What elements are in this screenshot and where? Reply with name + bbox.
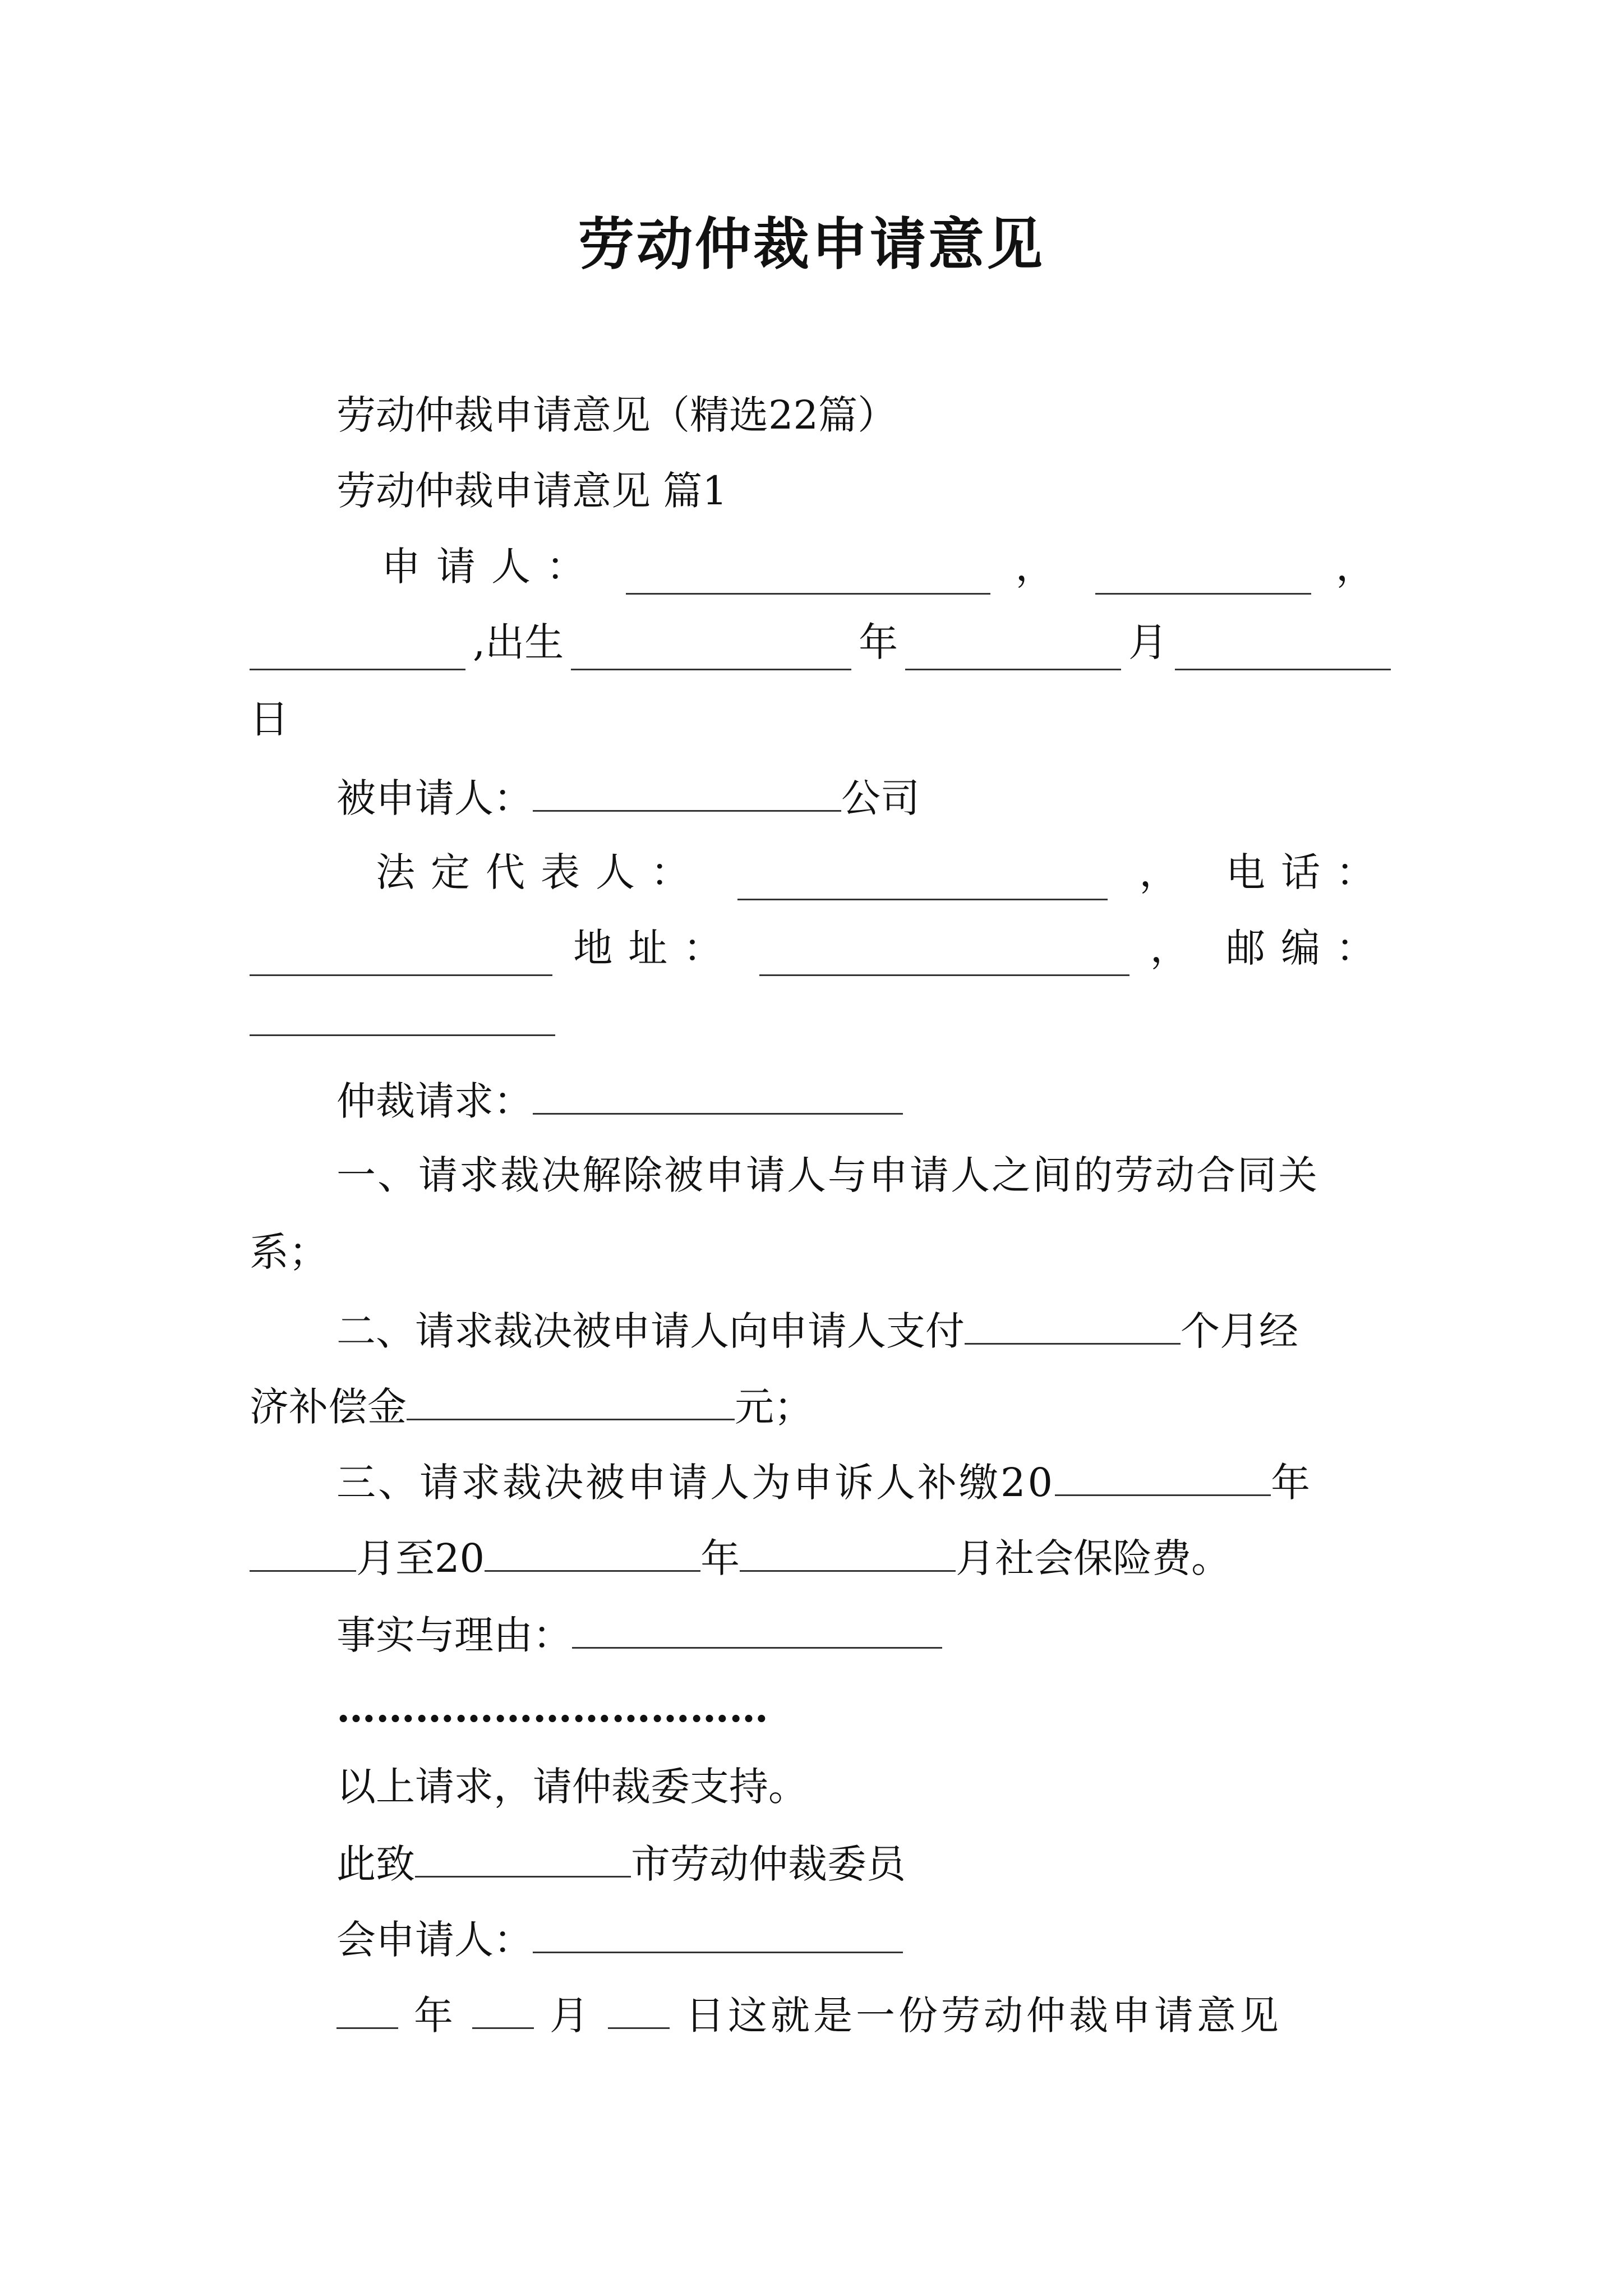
request-1-line-1: 一、请求裁决解除被申请人与申请人之间的劳动合同关	[336, 1152, 1319, 1198]
month-label: 月	[1128, 619, 1168, 665]
signer-blank	[533, 1910, 903, 1953]
applicant-blank-2	[1095, 551, 1311, 595]
address-blank	[759, 933, 1129, 976]
request-1-line-2: 系；	[250, 1229, 328, 1275]
sign-day-blank	[608, 1986, 670, 2029]
start-month-blank	[250, 1529, 356, 1572]
request-3-text-a: 三、请求裁决被申请人为申诉人补缴20	[336, 1460, 1055, 1506]
sign-month-blank	[472, 1986, 534, 2029]
year-label: 年	[1271, 1460, 1313, 1506]
signer-label: 会申请人：	[336, 1917, 533, 1963]
applicant-blank-3	[250, 627, 465, 670]
request-2-text-d: 元；	[735, 1384, 813, 1430]
address-label: 地址：	[573, 925, 739, 971]
arbitration-request-label: 仲裁请求：	[336, 1078, 533, 1124]
document-title: 劳动仲裁申请意见	[578, 211, 1045, 277]
birth-label: ,出生	[472, 619, 564, 665]
city-blank	[415, 1834, 631, 1878]
postcode-line	[250, 993, 1391, 1049]
ellipsis: ……………………………	[336, 1685, 768, 1731]
date-line	[336, 1986, 1391, 2042]
year-label: 年	[700, 1535, 740, 1581]
recipient-suffix: 市劳动仲裁委员	[631, 1841, 906, 1887]
months-blank	[965, 1301, 1181, 1345]
request-2-line-2	[250, 1377, 1391, 1433]
comma: ，	[1015, 544, 1071, 590]
request-2-text-b: 个月经	[1181, 1308, 1298, 1354]
final-text: 日这就是一份劳动仲裁申请意见	[685, 1993, 1282, 2039]
recipient-prefix: 此致	[336, 1841, 415, 1887]
day-label: 日	[250, 696, 289, 742]
request-2-text-c: 济补偿金	[250, 1384, 407, 1430]
facts-label: 事实与理由：	[336, 1612, 572, 1658]
postcode-label: 邮编：	[1226, 925, 1391, 971]
company-suffix: 公司	[841, 775, 920, 821]
closing-text: 以上请求，请仲裁委支持。	[336, 1764, 808, 1810]
comma: ，	[1336, 544, 1391, 590]
applicant-label: 申请人：	[381, 544, 601, 590]
year-label: 年	[414, 1993, 457, 2039]
year-label: 年	[859, 619, 898, 665]
signer-line	[336, 1910, 1391, 1966]
facts-blank	[572, 1605, 942, 1649]
section-heading: 劳动仲裁申请意见 篇1	[336, 468, 727, 514]
recipient-line	[336, 1834, 1391, 1890]
respondent-line	[336, 769, 1391, 825]
request-2-line-1	[336, 1301, 1391, 1358]
birth-year-blank	[571, 627, 851, 670]
month-label: 月	[550, 1993, 592, 2039]
request-3-text-b: 月至20	[356, 1535, 485, 1581]
end-year-blank	[485, 1529, 700, 1572]
arbitration-request-line	[336, 1071, 1391, 1128]
comma: ，	[1139, 849, 1195, 895]
respondent-blank	[533, 769, 841, 812]
respondent-label: 被申请人：	[336, 775, 533, 821]
legal-rep-blank	[737, 857, 1108, 900]
arbitration-request-blank	[533, 1071, 903, 1115]
phone-label: 电话：	[1225, 849, 1391, 895]
comma: ，	[1150, 925, 1205, 971]
facts-line	[336, 1605, 1391, 1662]
applicant-name-blank	[626, 551, 990, 595]
birth-day-blank	[1175, 627, 1391, 670]
birth-line	[250, 614, 1391, 670]
postcode-blank	[250, 993, 555, 1036]
legal-rep-line	[376, 844, 1391, 900]
start-year-blank	[1055, 1453, 1271, 1496]
legal-rep-label: 法定代表人：	[376, 849, 706, 895]
phone-blank	[250, 933, 552, 976]
request-2-text-a: 二、请求裁决被申请人向申请人支付	[336, 1308, 965, 1354]
request-3-text-c: 月社会保险费。	[956, 1535, 1231, 1581]
subtitle: 劳动仲裁申请意见（精选22篇）	[336, 392, 897, 438]
address-line	[250, 920, 1391, 976]
applicant-line	[381, 539, 1391, 595]
compensation-blank	[407, 1377, 735, 1420]
end-month-blank	[740, 1529, 956, 1572]
request-3-line-2	[250, 1529, 1391, 1585]
birth-month-blank	[905, 627, 1121, 670]
sign-year-blank	[336, 1986, 398, 2029]
request-3-line-1	[336, 1453, 1391, 1509]
